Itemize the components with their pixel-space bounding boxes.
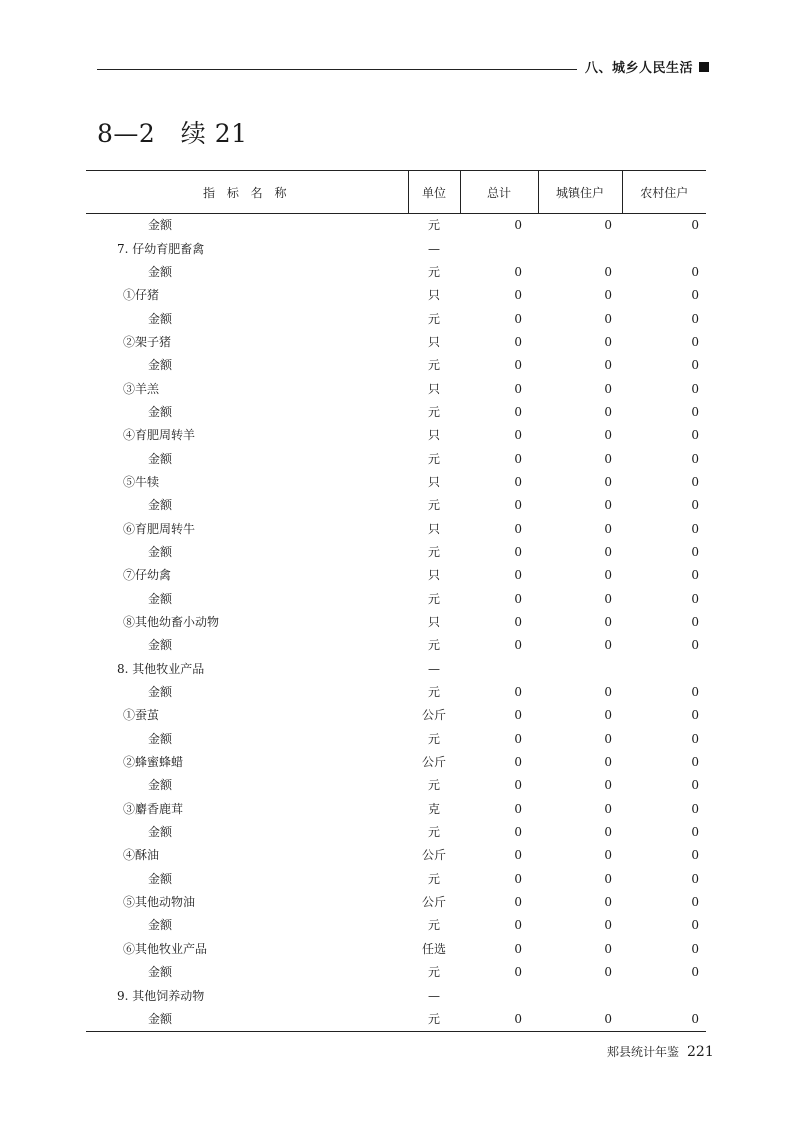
row-urban-cell: 0 [604,568,612,583]
row-unit-cell: 元 [427,451,440,466]
row-name-cell: 8. 其他牧业产品 [117,661,205,676]
table-row [86,821,706,844]
table-row [86,844,706,867]
row-urban-cell: 0 [604,941,612,956]
row-name-cell: ⑧其他幼畜小动物 [123,615,220,630]
table-row [86,354,706,377]
table-header [86,171,706,214]
row-urban-cell: 0 [604,918,612,933]
table-row [86,401,706,424]
table-title: 8—2 续 21 [97,119,248,148]
table-row [86,284,706,307]
row-total-cell: 0 [514,965,522,980]
row-total-cell: 0 [514,871,522,886]
row-urban-cell: 0 [604,264,612,279]
row-unit-cell: 元 [427,498,440,513]
publication-name: 郏县统计年鉴 [607,1045,680,1059]
row-unit-cell: 只 [427,428,440,443]
header-rural: 农村住户 [622,171,706,214]
row-urban-cell: 0 [604,311,612,326]
row-name-cell: ⑤牛犊 [123,474,160,489]
page-footer [607,1043,714,1060]
row-urban-cell: 0 [604,474,612,489]
row-total-cell: 0 [514,731,522,746]
row-rural-cell: 0 [691,801,699,816]
row-name-cell: 金额 [148,591,173,606]
row-urban-cell: 0 [604,871,612,886]
table-row [86,517,706,540]
row-name-cell: ⑥育肥周转牛 [123,521,196,536]
row-urban-cell: 0 [604,288,612,303]
table-row [86,331,706,354]
row-rural-cell: 0 [691,218,699,233]
row-rural-cell: 0 [691,825,699,840]
row-urban-cell: 0 [604,731,612,746]
row-total-cell: 0 [514,288,522,303]
table-body [86,214,706,1032]
row-rural-cell: 0 [691,731,699,746]
table-row [86,634,706,657]
row-total-cell: 0 [514,615,522,630]
row-rural-cell: 0 [691,591,699,606]
row-urban-cell [538,237,622,260]
row-unit-cell: 元 [427,918,440,933]
row-urban-cell: 0 [604,615,612,630]
row-rural-cell: 0 [691,615,699,630]
row-name-cell: 金额 [148,451,173,466]
row-rural-cell: 0 [691,778,699,793]
row-name-cell: 金额 [148,358,173,373]
table-row [86,658,706,681]
row-name-cell: 9. 其他饲养动物 [117,988,205,1003]
table-row [86,588,706,611]
row-name-cell: ⑤其他动物油 [123,895,196,910]
row-total-cell: 0 [514,918,522,933]
row-total-cell: 0 [514,801,522,816]
row-unit-cell: 元 [427,638,440,653]
row-total-cell: 0 [514,334,522,349]
row-urban-cell: 0 [604,848,612,863]
row-urban-cell: 0 [604,218,612,233]
header-total: 总计 [460,171,538,214]
row-urban-cell: 0 [604,428,612,443]
table-row [86,377,706,400]
row-name-cell: ⑥其他牧业产品 [123,941,208,956]
row-total-cell: 0 [460,1008,538,1032]
row-unit-cell: 元 [427,685,440,700]
row-total-cell: 0 [514,521,522,536]
row-urban-cell: 0 [604,498,612,513]
row-rural-cell: 0 [691,381,699,396]
row-name-cell: 金额 [86,1008,408,1032]
row-urban-cell: 0 [604,521,612,536]
row-name-cell: 金额 [148,825,173,840]
row-unit-cell: 只 [427,521,440,536]
row-unit-cell: — [428,988,440,1003]
table-header-row [86,171,706,214]
row-unit-cell: 克 [427,801,440,816]
running-header-text: 八、城乡人民生活 [585,61,694,76]
row-total-cell: 0 [514,941,522,956]
statistics-table [86,170,706,1032]
row-name-cell: ②蜂蜜蜂蜡 [123,755,184,770]
row-name-cell: 金额 [148,965,173,980]
row-rural-cell: 0 [691,895,699,910]
row-total-cell: 0 [514,825,522,840]
row-total-cell: 0 [514,498,522,513]
row-urban-cell: 0 [604,544,612,559]
row-rural-cell [622,984,706,1007]
row-rural-cell: 0 [691,404,699,419]
row-total-cell: 0 [514,755,522,770]
row-total-cell [460,984,538,1007]
row-rural-cell: 0 [691,685,699,700]
row-unit-cell: 元 [408,1008,460,1032]
row-name-cell: ①仔猪 [123,288,160,303]
row-name-cell: 金额 [148,778,173,793]
row-total-cell: 0 [514,848,522,863]
row-name-cell: 金额 [148,264,173,279]
square-bullet-icon [699,62,709,72]
row-name-cell: ④酥油 [123,848,160,863]
row-name-cell: 7. 仔幼育肥畜禽 [117,241,205,256]
header-urban: 城镇住户 [538,171,622,214]
statistics-table-container [86,170,706,1032]
row-total-cell: 0 [514,708,522,723]
row-unit-cell: 任选 [421,941,446,956]
row-urban-cell: 0 [604,685,612,700]
row-name-cell: 金额 [148,685,173,700]
table-row [86,681,706,704]
row-rural-cell: 0 [691,264,699,279]
row-rural-cell: 0 [691,288,699,303]
row-urban-cell: 0 [604,638,612,653]
row-unit-cell: 元 [427,731,440,746]
row-total-cell: 0 [514,311,522,326]
row-rural-cell: 0 [691,708,699,723]
row-name-cell: 金额 [148,218,173,233]
row-urban-cell [538,658,622,681]
table-row [86,938,706,961]
row-name-cell: ③麝香鹿茸 [123,801,184,816]
table-row [86,237,706,260]
row-total-cell: 0 [514,428,522,443]
row-unit-cell: 只 [427,615,440,630]
row-unit-cell: 只 [427,474,440,489]
row-name-cell: 金额 [148,918,173,933]
table-row [86,798,706,821]
row-unit-cell: 公斤 [421,848,446,863]
table-row [86,728,706,751]
row-total-cell: 0 [514,451,522,466]
row-unit-cell: 元 [427,871,440,886]
row-unit-cell: 元 [427,311,440,326]
page-number: 221 [687,1044,714,1060]
row-rural-cell: 0 [691,474,699,489]
table-row [86,914,706,937]
table-row [86,471,706,494]
row-urban-cell: 0 [604,755,612,770]
row-rural-cell: 0 [691,568,699,583]
table-row [86,214,706,238]
row-urban-cell: 0 [604,801,612,816]
table-row [86,891,706,914]
row-total-cell: 0 [514,264,522,279]
row-unit-cell: 元 [427,591,440,606]
row-rural-cell: 0 [691,544,699,559]
row-urban-cell [538,984,622,1007]
row-total-cell: 0 [514,381,522,396]
row-rural-cell: 0 [691,848,699,863]
table-row [86,1008,706,1032]
row-unit-cell: 元 [427,264,440,279]
row-name-cell: 金额 [148,311,173,326]
row-total-cell: 0 [514,685,522,700]
row-name-cell: ③羊羔 [123,381,160,396]
row-urban-cell: 0 [604,381,612,396]
row-urban-cell: 0 [604,591,612,606]
header-unit: 单位 [408,171,460,214]
row-total-cell: 0 [514,568,522,583]
row-rural-cell: 0 [691,521,699,536]
table-row [86,611,706,634]
row-rural-cell: 0 [691,965,699,980]
table-row [86,447,706,470]
table-row [86,961,706,984]
row-rural-cell: 0 [691,311,699,326]
row-unit-cell: 公斤 [421,755,446,770]
table-row [86,868,706,891]
row-name-cell: 金额 [148,404,173,419]
row-rural-cell: 0 [691,334,699,349]
table-row [86,261,706,284]
row-rural-cell [622,237,706,260]
row-unit-cell: 公斤 [421,895,446,910]
row-unit-cell: 元 [427,965,440,980]
row-unit-cell: 元 [427,358,440,373]
row-urban-cell: 0 [604,895,612,910]
table-row [86,424,706,447]
row-name-cell: ⑦仔幼禽 [123,568,172,583]
row-urban-cell: 0 [604,708,612,723]
row-name-cell: 金额 [148,638,173,653]
header-name: 指 标 名 称 [86,171,408,214]
table-row [86,774,706,797]
row-name-cell: ①蚕茧 [123,708,160,723]
row-rural-cell: 0 [691,498,699,513]
row-urban-cell: 0 [604,334,612,349]
table-row [86,704,706,727]
row-urban-cell: 0 [538,1008,622,1032]
row-total-cell: 0 [514,404,522,419]
row-total-cell: 0 [514,474,522,489]
table-row [86,494,706,517]
row-total-cell: 0 [514,638,522,653]
row-unit-cell: — [428,661,440,676]
row-total-cell [460,658,538,681]
row-unit-cell: 元 [427,778,440,793]
row-rural-cell: 0 [691,918,699,933]
row-urban-cell: 0 [604,778,612,793]
table-row [86,541,706,564]
row-unit-cell: 元 [427,825,440,840]
row-rural-cell: 0 [691,358,699,373]
row-total-cell: 0 [514,591,522,606]
row-name-cell: 金额 [148,544,173,559]
row-total-cell: 0 [514,218,522,233]
row-total-cell: 0 [514,778,522,793]
running-header [585,57,709,76]
row-urban-cell: 0 [604,451,612,466]
row-unit-cell: 只 [427,334,440,349]
row-rural-cell: 0 [691,755,699,770]
row-rural-cell: 0 [691,941,699,956]
row-total-cell [460,237,538,260]
table-row [86,984,706,1007]
row-total-cell: 0 [514,358,522,373]
row-name-cell: 金额 [148,498,173,513]
row-rural-cell: 0 [691,638,699,653]
row-unit-cell: 只 [427,568,440,583]
row-rural-cell [622,658,706,681]
table-row [86,564,706,587]
row-name-cell: ④育肥周转羊 [123,428,196,443]
row-unit-cell: 元 [427,218,440,233]
table-row [86,307,706,330]
row-unit-cell: 公斤 [421,708,446,723]
row-name-cell: ②架子猪 [123,334,172,349]
row-urban-cell: 0 [604,358,612,373]
row-name-cell: 金额 [148,731,173,746]
row-unit-cell: 元 [427,404,440,419]
row-unit-cell: 元 [427,544,440,559]
row-rural-cell: 0 [691,871,699,886]
row-rural-cell: 0 [691,451,699,466]
row-unit-cell: 只 [427,381,440,396]
row-total-cell: 0 [514,895,522,910]
table-row [86,751,706,774]
row-urban-cell: 0 [604,404,612,419]
row-unit-cell: — [428,241,440,256]
row-urban-cell: 0 [604,965,612,980]
row-total-cell: 0 [514,544,522,559]
header-rule [97,69,577,70]
row-rural-cell: 0 [691,428,699,443]
row-rural-cell: 0 [622,1008,706,1032]
row-name-cell: 金额 [148,871,173,886]
row-unit-cell: 只 [427,288,440,303]
row-urban-cell: 0 [604,825,612,840]
